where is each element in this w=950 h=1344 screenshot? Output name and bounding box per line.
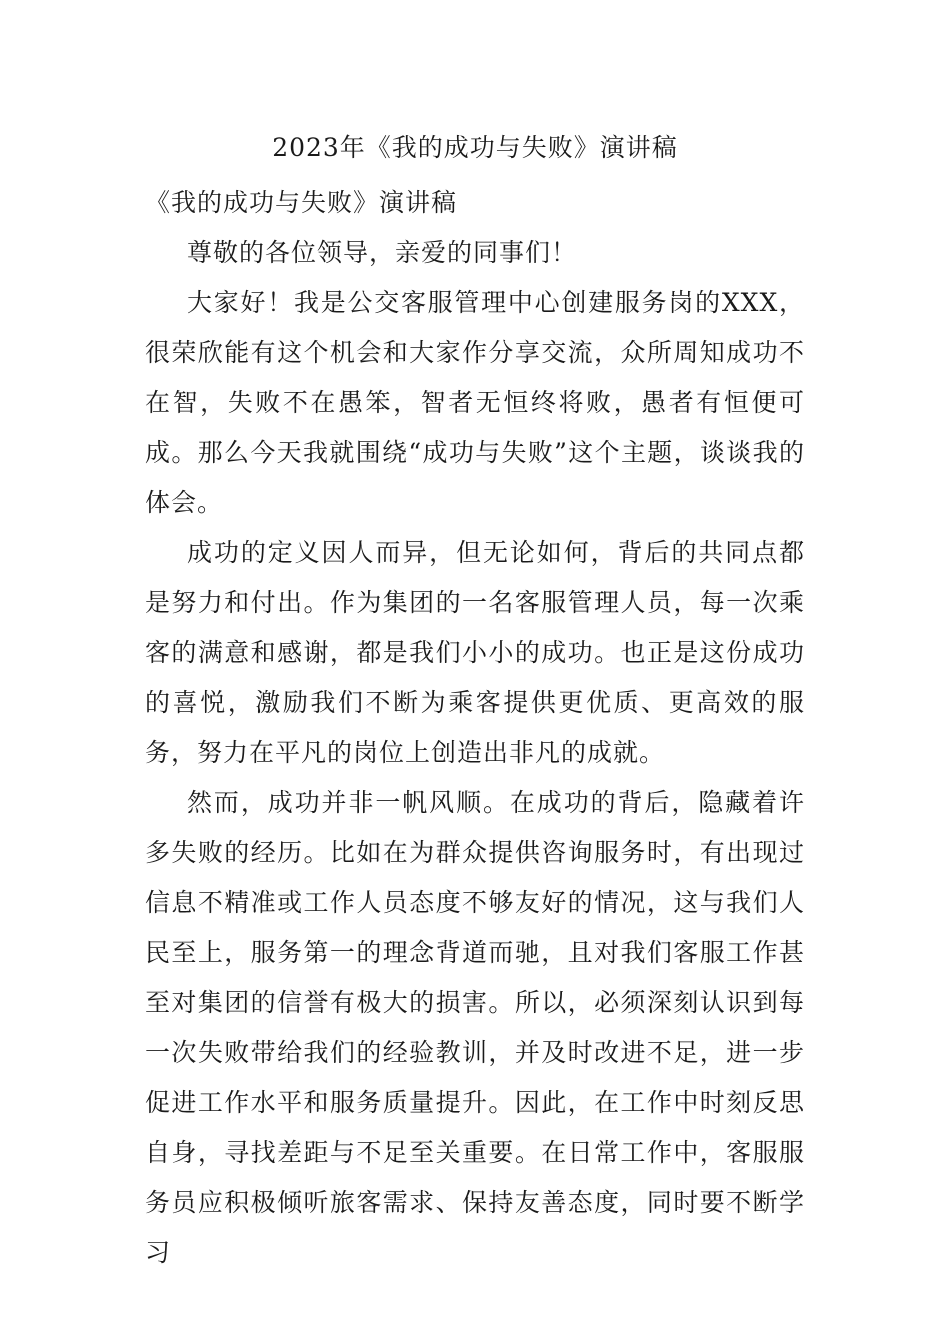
page-title: 2023年《我的成功与失败》演讲稿 [272,133,678,162]
document-subtitle: 《我的成功与失败》演讲稿 [145,188,458,217]
paragraph-failure: 然而，成功并非一帆风顺。在成功的背后，隐藏着许多失败的经历。比如在为群众提供咨询服务时，有出现过信息不精准或工作人员态度不够友好的情况，这与我们人民至上，服务第一的理念背道而驰，且对我们客服工作甚至对集团的信誉有极大的损害。所以，必须深刻认识到每一次失败带给我们的经验教训，并及时改进不足，进一步促进工作水平和服务质量提升。因此，在工作中时刻反思自身，寻找差距与不足至关重要。在日常工作中，客服服务员应积极倾听旅客需求、保持友善态度，同时要不断学习 [145,788,805,1267]
document-body [145,178,805,1278]
paragraph-introduction: 大家好！我是公交客服管理中心创建服务岗的XXX，很荣欣能有这个机会和大家作分享交流，众所周知成功不在智，失败不在愚笨，智者无恒终将败，愚者有恒便可成。那么今天我就围绕“成功与失败”这个主题，谈谈我的体会。 [145,288,805,517]
paragraph-success: 成功的定义因人而异，但无论如何，背后的共同点都是努力和付出。作为集团的一名客服管理人员，每一次乘客的满意和感谢，都是我们小小的成功。也正是这份成功的喜悦，激励我们不断为乘客提供更优质、更高效的服务，努力在平凡的岗位上创造出非凡的成就。 [145,538,805,767]
paragraph-greeting: 尊敬的各位领导，亲爱的同事们！ [187,238,578,267]
